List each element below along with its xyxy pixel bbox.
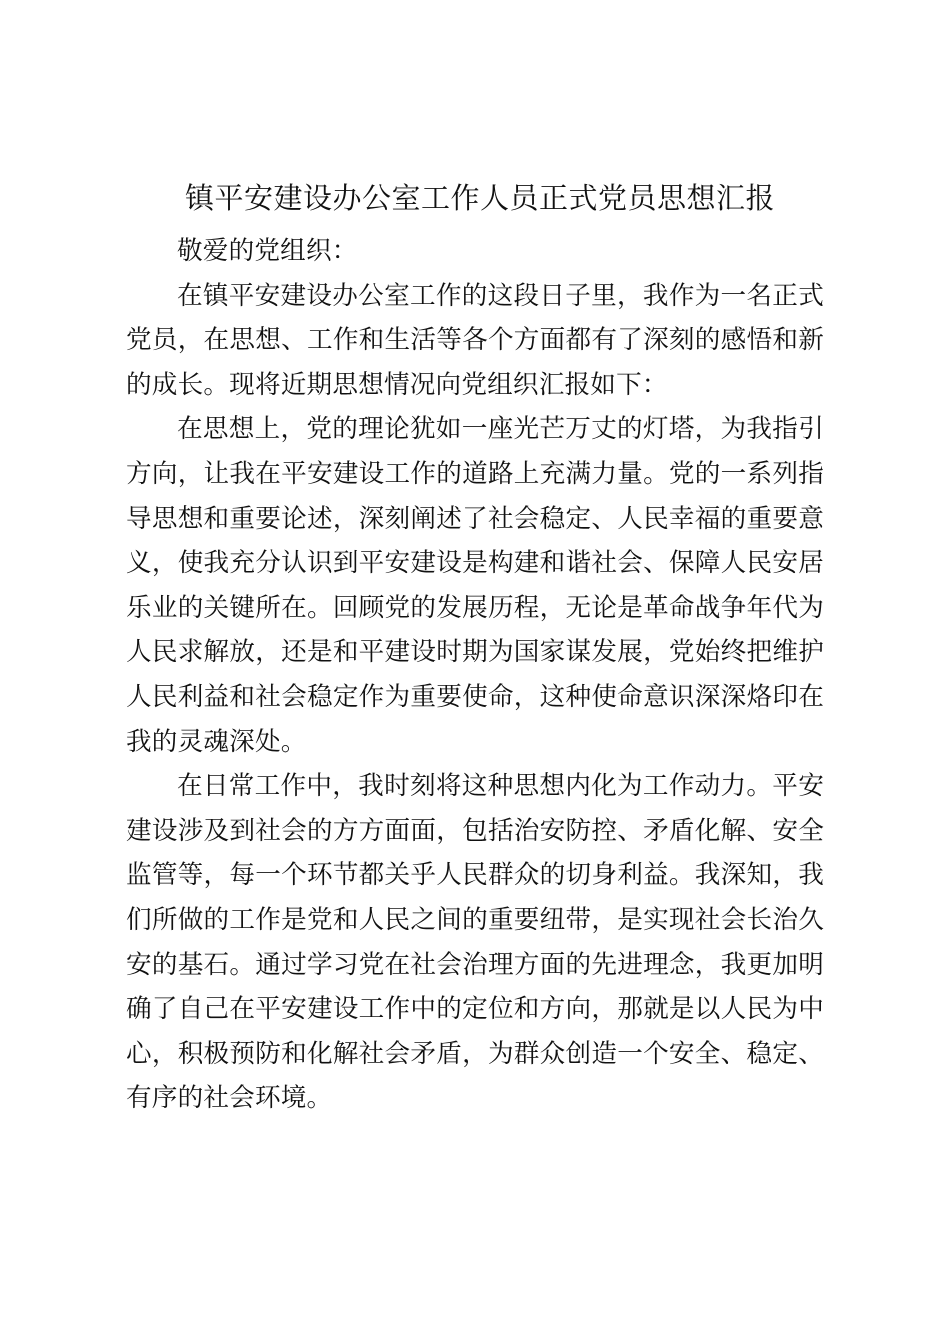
document-title: 镇平安建设办公室工作人员正式党员思想汇报	[184, 181, 775, 215]
salutation: 敬爱的党组织：	[177, 236, 358, 266]
paragraph-intro: 在镇平安建设办公室工作的这段日子里，我作为一名正式党员，在思想、工作和生活等各个方面都有了深刻的感悟和新的成长。现将近期思想情况向党组织汇报如下：	[126, 280, 824, 400]
document-body	[126, 229, 824, 1121]
paragraph-thought: 在思想上，党的理论犹如一座光芒万丈的灯塔，为我指引方向，让我在平安建设工作的道路上充满力量。党的一系列指导思想和重要论述，深刻阐述了社会稳定、人民幸福的重要意义，使我充分认识到平安建设是构建和谐社会、保障人民安居乐业的关键所在。回顾党的发展历程，无论是革命战争年代为人民求解放，还是和平建设时期为国家谋发展，党始终把维护人民利益和社会稳定作为重要使命，这种使命意识深深烙印在我的灵魂深处。	[126, 414, 824, 757]
paragraph-work: 在日常工作中，我时刻将这种思想内化为工作动力。平安建设涉及到社会的方方面面，包括治安防控、矛盾化解、安全监管等，每一个环节都关乎人民群众的切身利益。我深知，我们所做的工作是党和人民之间的重要纽带，是实现社会长治久安的基石。通过学习党在社会治理方面的先进理念，我更加明确了自己在平安建设工作中的定位和方向，那就是以人民为中心，积极预防和化解社会矛盾，为群众创造一个安全、稳定、有序的社会环境。	[126, 771, 824, 1114]
